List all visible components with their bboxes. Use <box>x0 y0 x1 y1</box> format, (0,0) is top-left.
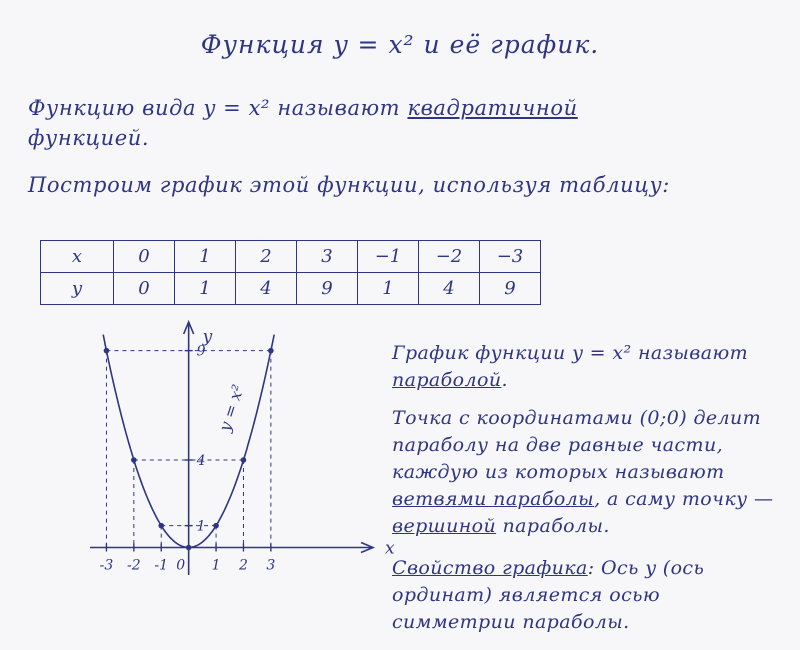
intro-paragraph: Построим график этой функции, используя таблицу: <box>28 173 670 197</box>
note1-suffix: . <box>501 369 508 391</box>
note1-term: параболой <box>392 369 502 391</box>
note2-text-a: Точка с координатами (0;0) делит параболу на две равные части, каждую из которых называют <box>392 407 762 483</box>
table-cell: 4 <box>419 273 480 305</box>
table-cell: −2 <box>419 241 480 273</box>
x-tick-label: -1 <box>154 557 169 574</box>
x-tick-label: 2 <box>239 557 248 574</box>
origin-label: 0 <box>176 557 186 574</box>
table-cell: 9 <box>297 273 358 305</box>
note2-term-branches: ветвями параболы <box>392 488 595 510</box>
y-tick-label: 9 <box>196 343 206 360</box>
note2-term-vertex: вершиной <box>392 515 497 537</box>
table-cell: 2 <box>236 241 297 273</box>
note-parabola <box>392 340 772 394</box>
table-cell: −3 <box>480 241 541 273</box>
table-cell: −1 <box>358 241 419 273</box>
curve-label: y = x² <box>214 382 248 434</box>
note-vertex <box>392 405 782 540</box>
table-header-y: y <box>41 273 114 305</box>
data-point <box>213 523 219 529</box>
data-point <box>131 457 137 463</box>
x-tick-label: 3 <box>266 557 276 574</box>
note3-term: Свойство графика <box>392 557 588 579</box>
note2-text-c: параболы. <box>496 515 610 537</box>
table-cell: 0 <box>114 273 175 305</box>
data-point <box>241 457 247 463</box>
note1-prefix: График функции y = x² называют <box>392 342 749 364</box>
y-tick-label: 4 <box>196 453 206 469</box>
table-cell: 1 <box>175 273 236 305</box>
y-axis-label: y <box>202 327 213 347</box>
table-cell: 0 <box>114 241 175 273</box>
x-tick-label: 1 <box>211 557 221 574</box>
x-axis-label: x <box>385 538 395 559</box>
note2-text-b: , а саму точку — <box>594 488 774 510</box>
note-symmetry <box>392 555 787 636</box>
definition-term: квадратичной <box>407 96 578 120</box>
x-tick-label: -2 <box>127 557 141 574</box>
table-cell: 3 <box>297 241 358 273</box>
x-tick-label: -3 <box>99 557 114 574</box>
table-cell: 9 <box>480 273 541 305</box>
definition-prefix: Функцию вида y = x² называют <box>28 96 408 120</box>
definition-suffix: функцией. <box>28 126 150 150</box>
table-header-x: x <box>41 241 114 273</box>
y-tick-label: 1 <box>196 518 206 535</box>
page-title: Функция y = x² и её график. <box>200 30 600 59</box>
table-cell: 1 <box>358 273 419 305</box>
note3-text: : Ось y (ось ординат) является осью симметрии параболы. <box>392 557 705 633</box>
data-point <box>104 348 110 354</box>
data-point <box>186 545 192 551</box>
data-point <box>268 348 274 354</box>
table-cell: 4 <box>236 273 297 305</box>
data-point <box>158 523 164 529</box>
table-cell: 1 <box>175 241 236 273</box>
